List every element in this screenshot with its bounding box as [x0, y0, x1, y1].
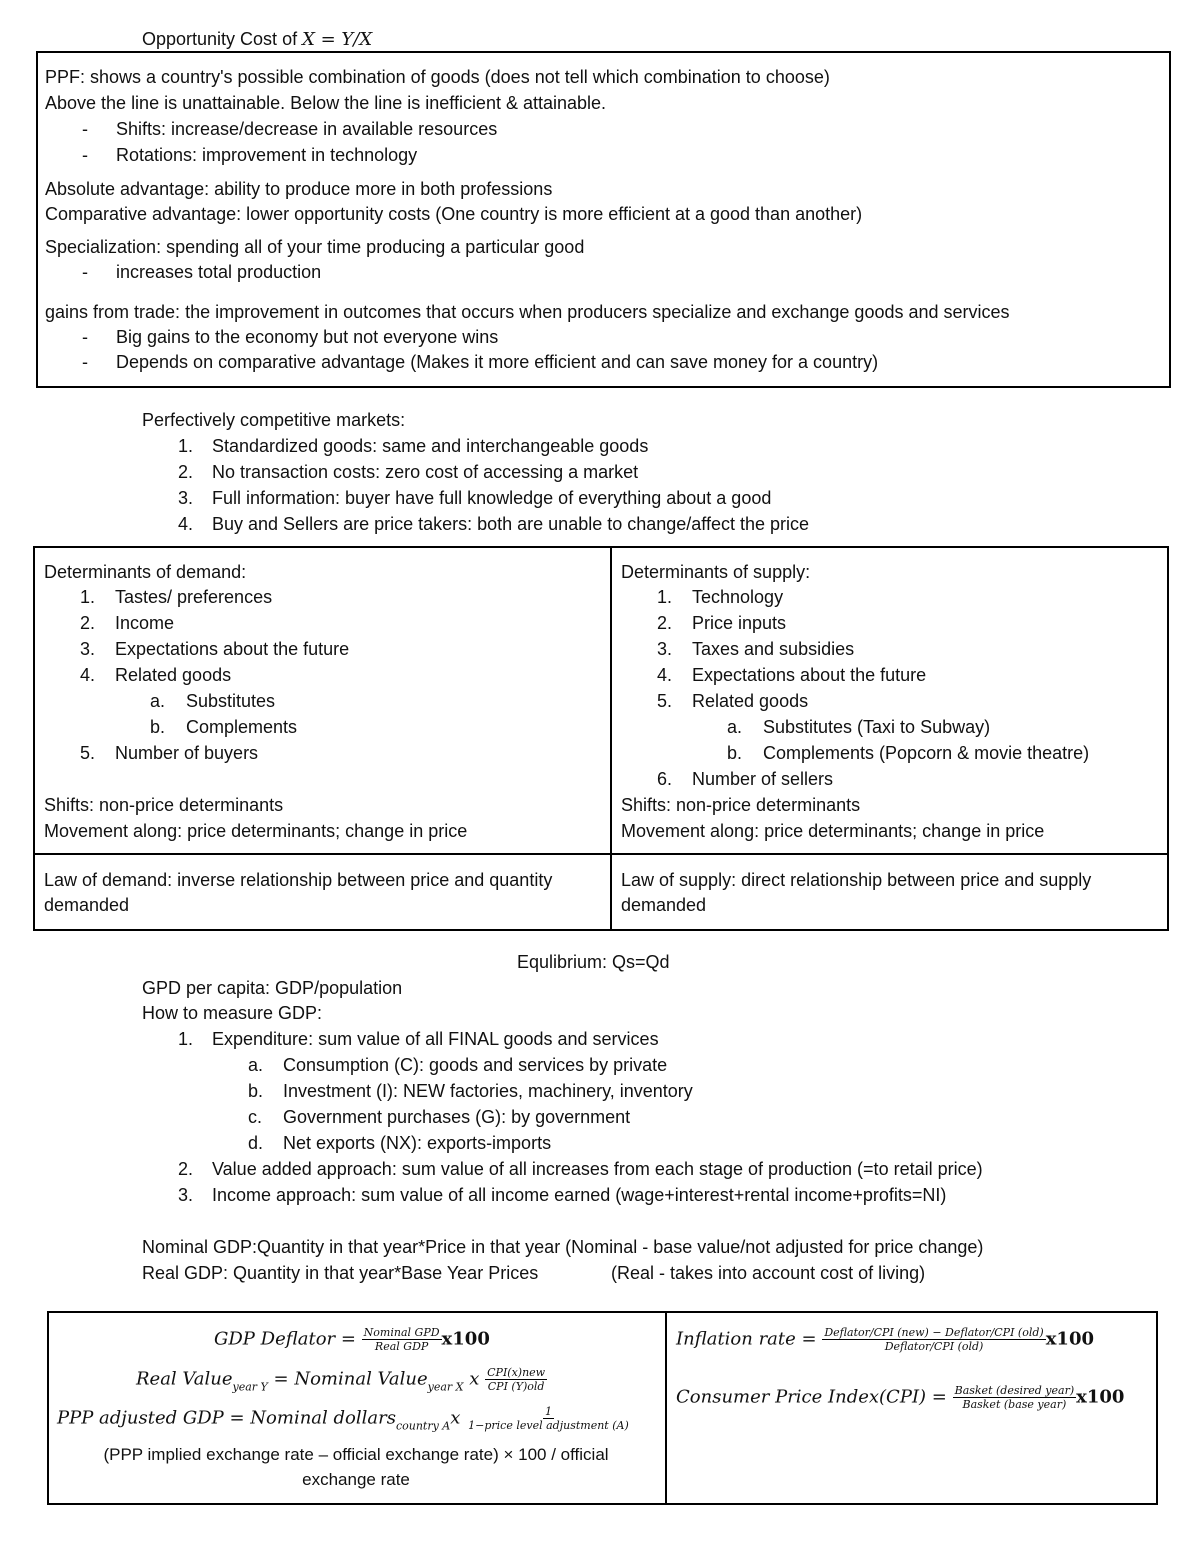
- list-bullet: -: [82, 262, 88, 282]
- gdp-method: Income approach: sum value of all income earned (wage+interest+rental income+profits=NI): [212, 1185, 947, 1205]
- real-value-formula: Real Value$_{year Y}$ = Nominal Value$_{year X}$ x $\frac{\text{CPI(x)new}}{\text{CPI (Y)old}}$: [136, 1366, 546, 1394]
- list-bullet: -: [82, 327, 88, 347]
- list-number: 2.: [80, 613, 96, 633]
- absolute-advantage: Absolute advantage: ability to produce more in both professions: [45, 179, 553, 199]
- gains-note-2: Depends on comparative advantage (Makes it more efficient and can save money for a country): [116, 352, 879, 372]
- list-number: 6.: [657, 769, 673, 789]
- demand-shifts: Shifts: non-price determinants: [44, 795, 284, 815]
- page-title: Opportunity Cost of X = Y/X: [142, 29, 373, 50]
- list-number: 2.: [657, 613, 673, 633]
- gdp-component: Government purchases (G): by government: [283, 1107, 631, 1127]
- list-number: 1.: [178, 1029, 194, 1049]
- formula-divider: [665, 1311, 667, 1505]
- list-number: 1.: [178, 436, 194, 456]
- competitive-item: Buy and Sellers are price takers: both are unable to change/affect the price: [212, 514, 810, 534]
- supply-item: Expectations about the future: [692, 665, 927, 685]
- law-of-demand: Law of demand: inverse relationship between price and quantity: [44, 870, 553, 890]
- nominal-gdp: Nominal GDP:Quantity in that year*Price in that year (Nominal - base value/not adjusted for price change): [142, 1237, 984, 1257]
- competitive-item: Standardized goods: same and interchangeable goods: [212, 436, 649, 456]
- supply-subitem: Substitutes (Taxi to Subway): [763, 717, 991, 737]
- list-letter: a.: [248, 1055, 264, 1075]
- ppf-definition: PPF: shows a country's possible combination of goods (does not tell which combination to choose): [45, 67, 830, 87]
- demand-subitem: Substitutes: [186, 691, 276, 711]
- supply-movement: Movement along: price determinants; change in price: [621, 821, 1045, 841]
- equilibrium: Equlibrium: Qs=Qd: [517, 952, 670, 972]
- list-letter: b.: [248, 1081, 264, 1101]
- gains-from-trade: gains from trade: the improvement in outcomes that occurs when producers specialize and exchange goods and services: [45, 302, 1010, 322]
- specialization-effect: increases total production: [116, 262, 322, 282]
- list-bullet: -: [82, 352, 88, 372]
- list-letter: d.: [248, 1133, 264, 1153]
- ppf-line-note: Above the line is unattainable. Below the line is inefficient & attainable.: [45, 93, 607, 113]
- real-gdp: Real GDP: Quantity in that year*Base Year Prices: [142, 1263, 539, 1283]
- supply-subitem: Complements (Popcorn & movie theatre): [763, 743, 1090, 763]
- demand-item: Income: [115, 613, 175, 633]
- list-bullet: -: [82, 145, 88, 165]
- demand-item: Expectations about the future: [115, 639, 350, 659]
- ppp-note-cont: exchange rate: [302, 1470, 410, 1489]
- ppf-rotations: Rotations: improvement in technology: [116, 145, 418, 165]
- list-number: 5.: [80, 743, 96, 763]
- cpi-formula: Consumer Price Index(CPI) = $\frac{\text{Basket (desired year)}}{\text{Basket (base year)}}$ x100: [676, 1384, 1125, 1411]
- demand-item: Number of buyers: [115, 743, 259, 763]
- ppp-note: (PPP implied exchange rate – official exchange rate) × 100 / official: [103, 1445, 609, 1464]
- gdp-deflator-formula: GDP Deflator = $\frac{\text{Nominal GPD}}{\text{Real GDP}}$ x100: [214, 1326, 490, 1353]
- list-number: 4.: [80, 665, 96, 685]
- gdp-component: Consumption (C): goods and services by private: [283, 1055, 668, 1075]
- list-number: 3.: [178, 488, 194, 508]
- inflation-rate-formula: Inflation rate = $\frac{\text{Deflator/CPI (new) − Deflator/CPI (old)}}{\text{Deflator/CPI (old)}}$ x100: [676, 1326, 1095, 1353]
- list-bullet: -: [82, 119, 88, 139]
- gdp-per-capita: GPD per capita: GDP/population: [142, 978, 403, 998]
- ppp-formula: PPP adjusted GDP = Nominal dollars$_{country A}$x $\frac{1}{\text{1−price level adjustment (A)}}$: [57, 1405, 629, 1433]
- list-letter: a.: [150, 691, 166, 711]
- gdp-component: Net exports (NX): exports-imports: [283, 1133, 552, 1153]
- demand-subitem: Complements: [186, 717, 298, 737]
- list-number: 1.: [657, 587, 673, 607]
- list-letter: b.: [727, 743, 743, 763]
- table-row-divider: [33, 853, 1169, 855]
- list-number: 2.: [178, 1159, 194, 1179]
- list-number: 4.: [657, 665, 673, 685]
- gdp-method: Expenditure: sum value of all FINAL goods and services: [212, 1029, 659, 1049]
- list-number: 4.: [178, 514, 194, 534]
- competitive-heading: Perfectively competitive markets:: [142, 410, 406, 430]
- list-number: 1.: [80, 587, 96, 607]
- gdp-method: Value added approach: sum value of all increases from each stage of production (=to retail price): [212, 1159, 983, 1179]
- list-letter: b.: [150, 717, 166, 737]
- supply-item: Technology: [692, 587, 784, 607]
- specialization: Specialization: spending all of your time producing a particular good: [45, 237, 585, 257]
- law-of-supply: Law of supply: direct relationship between price and supply: [621, 870, 1092, 890]
- supply-item: Price inputs: [692, 613, 787, 633]
- supply-item: Related goods: [692, 691, 809, 711]
- list-number: 3.: [657, 639, 673, 659]
- comparative-advantage: Comparative advantage: lower opportunity costs (One country is more efficient at a good than another): [45, 204, 863, 224]
- supply-shifts: Shifts: non-price determinants: [621, 795, 861, 815]
- demand-item: Related goods: [115, 665, 232, 685]
- real-gdp-note: (Real - takes into account cost of living): [611, 1263, 926, 1283]
- list-number: 5.: [657, 691, 673, 711]
- supply-item: Taxes and subsidies: [692, 639, 855, 659]
- supply-heading: Determinants of supply:: [621, 562, 811, 582]
- list-number: 3.: [80, 639, 96, 659]
- list-letter: a.: [727, 717, 743, 737]
- supply-item: Number of sellers: [692, 769, 834, 789]
- list-number: 3.: [178, 1185, 194, 1205]
- demand-movement: Movement along: price determinants; change in price: [44, 821, 468, 841]
- demand-heading: Determinants of demand:: [44, 562, 247, 582]
- law-of-demand-cont: demanded: [44, 895, 130, 915]
- ppf-shifts: Shifts: increase/decrease in available resources: [116, 119, 498, 139]
- gdp-measure-heading: How to measure GDP:: [142, 1003, 323, 1023]
- gdp-component: Investment (I): NEW factories, machinery, inventory: [283, 1081, 693, 1101]
- law-of-supply-cont: demanded: [621, 895, 707, 915]
- competitive-item: No transaction costs: zero cost of accessing a market: [212, 462, 639, 482]
- competitive-item: Full information: buyer have full knowledge of everything about a good: [212, 488, 772, 508]
- list-letter: c.: [248, 1107, 263, 1127]
- gains-note-1: Big gains to the economy but not everyone wins: [116, 327, 499, 347]
- list-number: 2.: [178, 462, 194, 482]
- table-column-divider: [610, 546, 612, 931]
- demand-item: Tastes/ preferences: [115, 587, 273, 607]
